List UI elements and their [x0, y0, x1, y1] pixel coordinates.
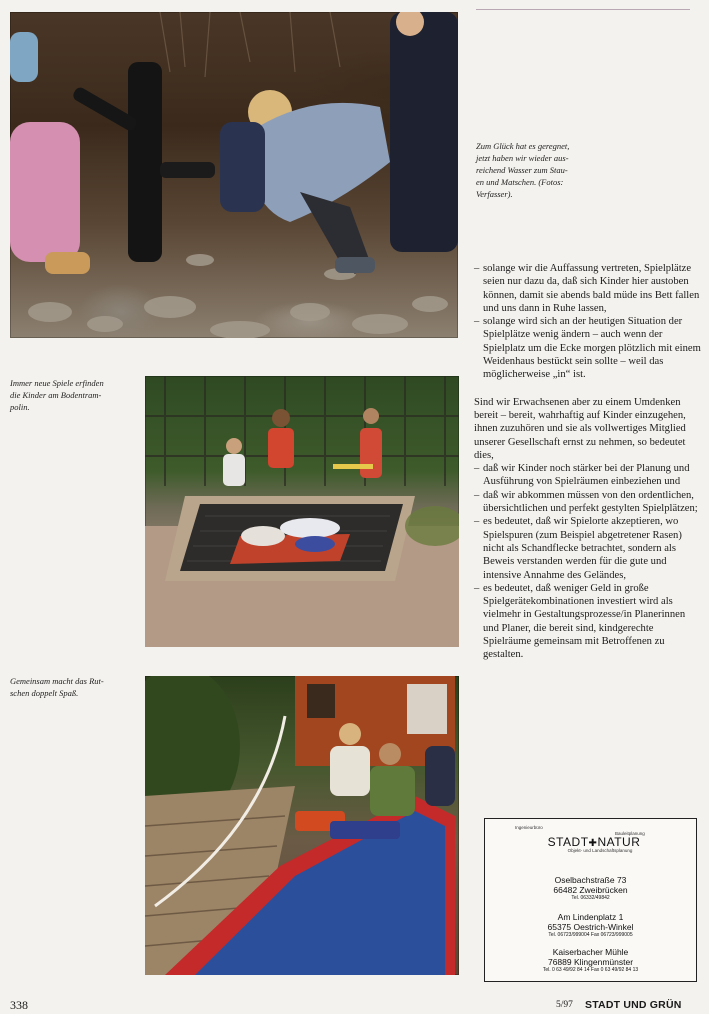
ad-street: Kaiserbacher Mühle: [552, 947, 629, 957]
pump-scene-illustration: [10, 12, 458, 338]
page-number: 338: [10, 998, 28, 1012]
ad-logo-sub-right: Bauleitplanung: [615, 831, 645, 836]
list-item: – es bedeutet, daß wir Spielorte akzeptieren, wo Spielspuren (zum Beispiel abgetretener Rasen) nicht als Schandflecke betrachtet, sondern als Beweis verstanden werden für die gute und intensive Annahme des Geländes,: [474, 515, 702, 581]
slide-scene-illustration: [145, 676, 459, 975]
ad-city: 66482 Zweibrücken: [553, 885, 628, 895]
ad-logo-right: NATUR: [597, 835, 641, 849]
photo-children-water-pump: [10, 12, 458, 338]
ad-tel: Tel. 0 63 49/92 84 14 Fax 0 63 49/92 84 13: [542, 967, 639, 973]
caption-line: Immer neue Spiele erfinden: [10, 378, 104, 388]
ad-office-3: [485, 947, 696, 973]
ad-office-1: [485, 875, 696, 901]
logo-plus-icon: ✚: [588, 838, 598, 849]
ad-city: 65375 Oestrich-Winkel: [547, 922, 634, 932]
list-item: – es bedeutet, daß weniger Geld in große Spielgerätekombinationen investiert wird als vielmehr in Gestaltungsprozesse/in Planerinnen und Planer, die bereit sind, kindgerechte Spielräume gemeinsam mit Betroffenen zu gestalten.: [474, 582, 702, 662]
ad-logo-sub: Objekt- und Landschaftsplanung: [567, 848, 633, 853]
top-rule: [476, 9, 690, 10]
list-item: – solange wird sich an der heutigen Situation der Spielplätze wenig ändern – auch wenn der Spielplatz um die Ecke morgen plötzlich mit einem Weidenhaus bestückt sein sollte – weil das möglicherweise „in“ ist.: [474, 315, 702, 381]
caption-trampoline: [10, 377, 140, 413]
ad-city: 76889 Klingenmünster: [547, 957, 634, 967]
ad-tel: Tel. 06723/999004 Fax 06723/999005: [548, 932, 633, 938]
article-body: [474, 262, 702, 662]
caption-line: en und Matschen. (Fotos:: [476, 177, 564, 187]
trampoline-scene-illustration: [145, 376, 459, 647]
ad-street: Oselbachstraße 73: [554, 875, 627, 885]
ad-street: Am Lindenplatz 1: [557, 912, 624, 922]
ad-top-small: Ingenieurbüro: [515, 825, 543, 830]
caption-line: reichend Wasser zum Stau-: [476, 165, 568, 175]
caption-line: polin.: [10, 402, 30, 412]
caption-pump: [476, 140, 686, 200]
photo-children-trampoline: [145, 376, 459, 647]
caption-line: jetzt haben wir wieder aus-: [476, 153, 569, 163]
journal-title: STADT UND GRÜN: [585, 999, 682, 1011]
caption-slide: [10, 675, 140, 699]
ad-office-2: [485, 912, 696, 938]
caption-line: die Kinder am Bodentram-: [10, 390, 102, 400]
ad-tel: Tel. 06332/49842: [571, 895, 610, 901]
caption-line: Gemeinsam macht das Rut-: [10, 676, 104, 686]
list-item: – daß wir abkommen müssen von den ordentlichen, übersichtlichen und perfekt gestylten Spielplätzen;: [474, 489, 702, 516]
list-item: – daß wir Kinder noch stärker bei der Planung und Ausführung von Spielräumen einbeziehen und: [474, 462, 702, 489]
caption-line: Zum Glück hat es geregnet,: [476, 141, 570, 151]
ad-logo-left: STADT: [547, 835, 589, 849]
list-item: – solange wir die Auffassung vertreten, Spielplätze seien nur dazu da, daß sich Kinder hier austoben können, damit sie abends bald müde ins Bett fallen und uns dann in Ruhe lassen,: [474, 262, 702, 315]
caption-line: schen doppelt Spaß.: [10, 688, 79, 698]
advertisement-stadt-natur: [484, 818, 697, 982]
caption-line: Verfasser).: [476, 189, 513, 199]
issue-number: 5/97: [556, 1000, 573, 1010]
paragraph: Sind wir Erwachsenen aber zu einem Umdenken bereit – bereit, wahrhaftig auf Kinder einzugehen, ihnen zuzuhören und sie als vollwertiges Mitglied unserer Gesellschaft ernst zu nehmen, so bedeutet dies,: [474, 396, 686, 461]
photo-children-slide: [145, 676, 459, 975]
